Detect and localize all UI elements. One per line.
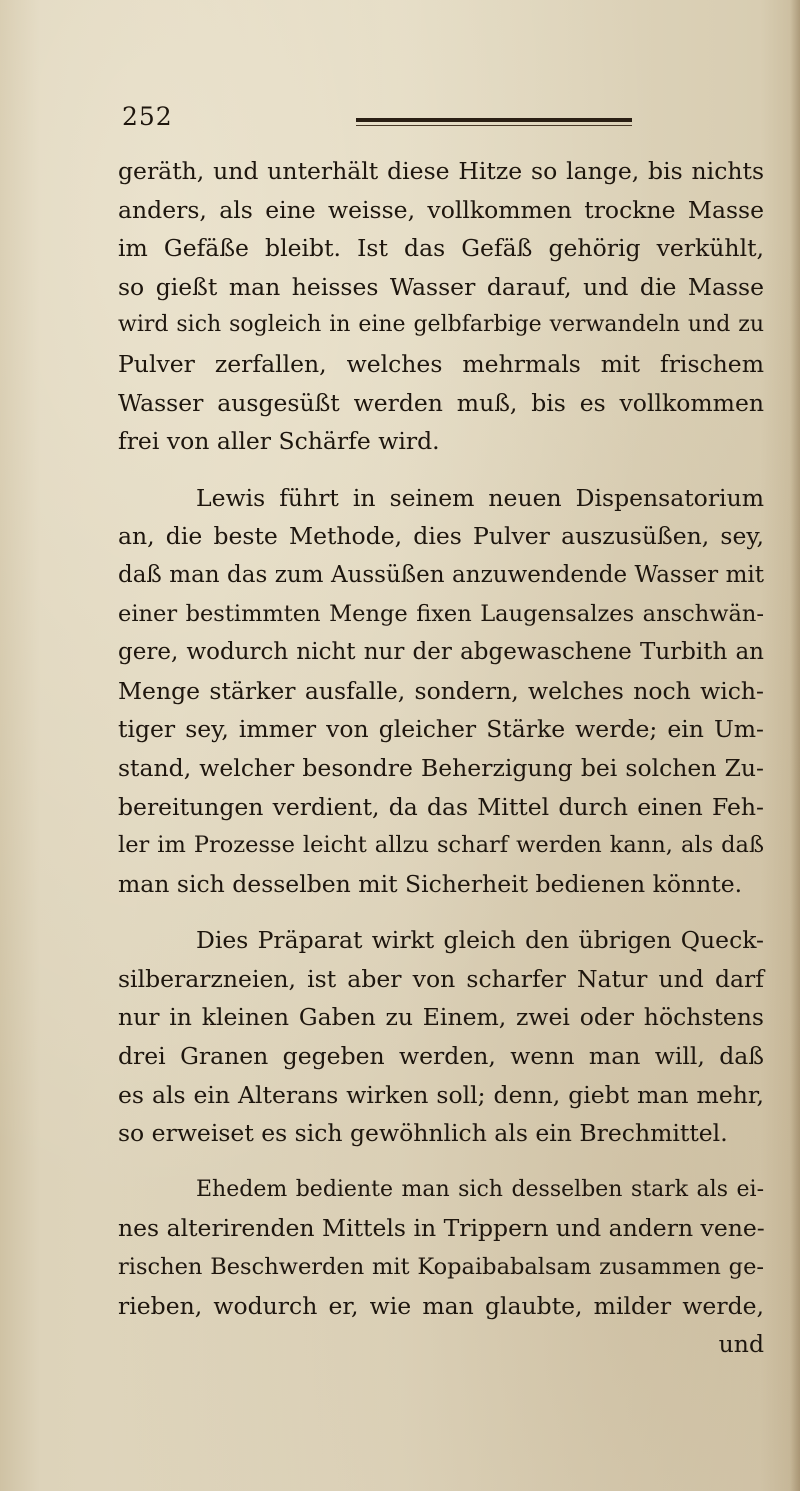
text-line: gere, wodurch nicht nur der abgewaschene Turbith an bbox=[118, 639, 764, 666]
paragraph-gap bbox=[118, 903, 764, 921]
text-line: Wasser ausgesüßt werden muß, bis es vollkommen bbox=[118, 388, 764, 417]
text-line: bereitungen verdient, da das Mittel durch einen Feh- bbox=[118, 792, 764, 821]
text-line: Ehedem bediente man sich desselben stark als ei- bbox=[196, 1176, 764, 1202]
catchword: und bbox=[718, 1330, 764, 1359]
text-line: es als ein Alterans wirken soll; denn, giebt man mehr, bbox=[118, 1080, 764, 1109]
text-line: daß man das zum Aussüßen anzuwendende Wasser mit bbox=[118, 561, 764, 588]
page-number: 252 bbox=[122, 102, 173, 131]
text-line: so gießt man heisses Wasser darauf, und die Masse bbox=[118, 272, 764, 301]
text-line: Menge stärker ausfalle, sondern, welches noch wich- bbox=[118, 676, 764, 705]
text-line: man sich desselben mit Sicherheit bedienen könnte. bbox=[118, 869, 743, 898]
text-line: an, die beste Methode, dies Pulver auszusüßen, sey, bbox=[118, 522, 764, 551]
text-line: tiger sey, immer von gleicher Stärke werde; ein Um- bbox=[118, 715, 764, 744]
text-line: so erweiset es sich gewöhnlich als ein Brechmittel. bbox=[118, 1119, 728, 1148]
text-line: rischen Beschwerden mit Kopaibabalsam zusammen ge- bbox=[118, 1254, 764, 1281]
text-line: stand, welcher besondre Beherzigung bei solchen Zu- bbox=[118, 753, 764, 782]
paragraph-gap bbox=[118, 461, 764, 479]
text-line: rieben, wodurch er, wie man glaubte, milder werde, bbox=[118, 1291, 764, 1320]
text-line: frei von aller Schärfe wird. bbox=[118, 427, 440, 456]
text-line: drei Granen gegeben werden, wenn man will, daß bbox=[118, 1042, 764, 1071]
text-line: Lewis führt in seinem neuen Dispensatorium bbox=[196, 483, 764, 512]
paragraph-gap bbox=[118, 1153, 764, 1171]
text-line: nes alterirenden Mittels in Trippern und andern vene- bbox=[118, 1214, 765, 1243]
header-rule bbox=[356, 118, 632, 122]
text-line: anders, als eine weisse, vollkommen trockne Masse bbox=[118, 195, 764, 224]
text-line: geräth, und unterhält diese Hitze so lange, bis nichts bbox=[118, 157, 764, 185]
text-line: Pulver zerfallen, welches mehrmals mit frischem bbox=[118, 349, 764, 378]
text-line: im Gefäße bleibt. Ist das Gefäß gehörig verkühlt, bbox=[118, 234, 764, 263]
text-line: wird sich sogleich in eine gelbfarbige verwandeln und zu bbox=[118, 312, 764, 338]
body-text bbox=[118, 152, 764, 1364]
text-line: nur in kleinen Gaben zu Einem, zwei oder höchstens bbox=[118, 1003, 764, 1032]
text-line: einer bestimmten Menge fixen Laugensalzes anschwän- bbox=[118, 600, 764, 627]
text-line: Dies Präparat wirkt gleich den übrigen Queck- bbox=[196, 926, 764, 955]
text-line: ler im Prozesse leicht allzu scharf werden kann, als daß bbox=[118, 832, 764, 859]
text-line: silberarzneien, ist aber von scharfer Natur und darf bbox=[118, 964, 764, 993]
page-header bbox=[122, 102, 762, 142]
page-edge-shadow bbox=[790, 0, 800, 1491]
